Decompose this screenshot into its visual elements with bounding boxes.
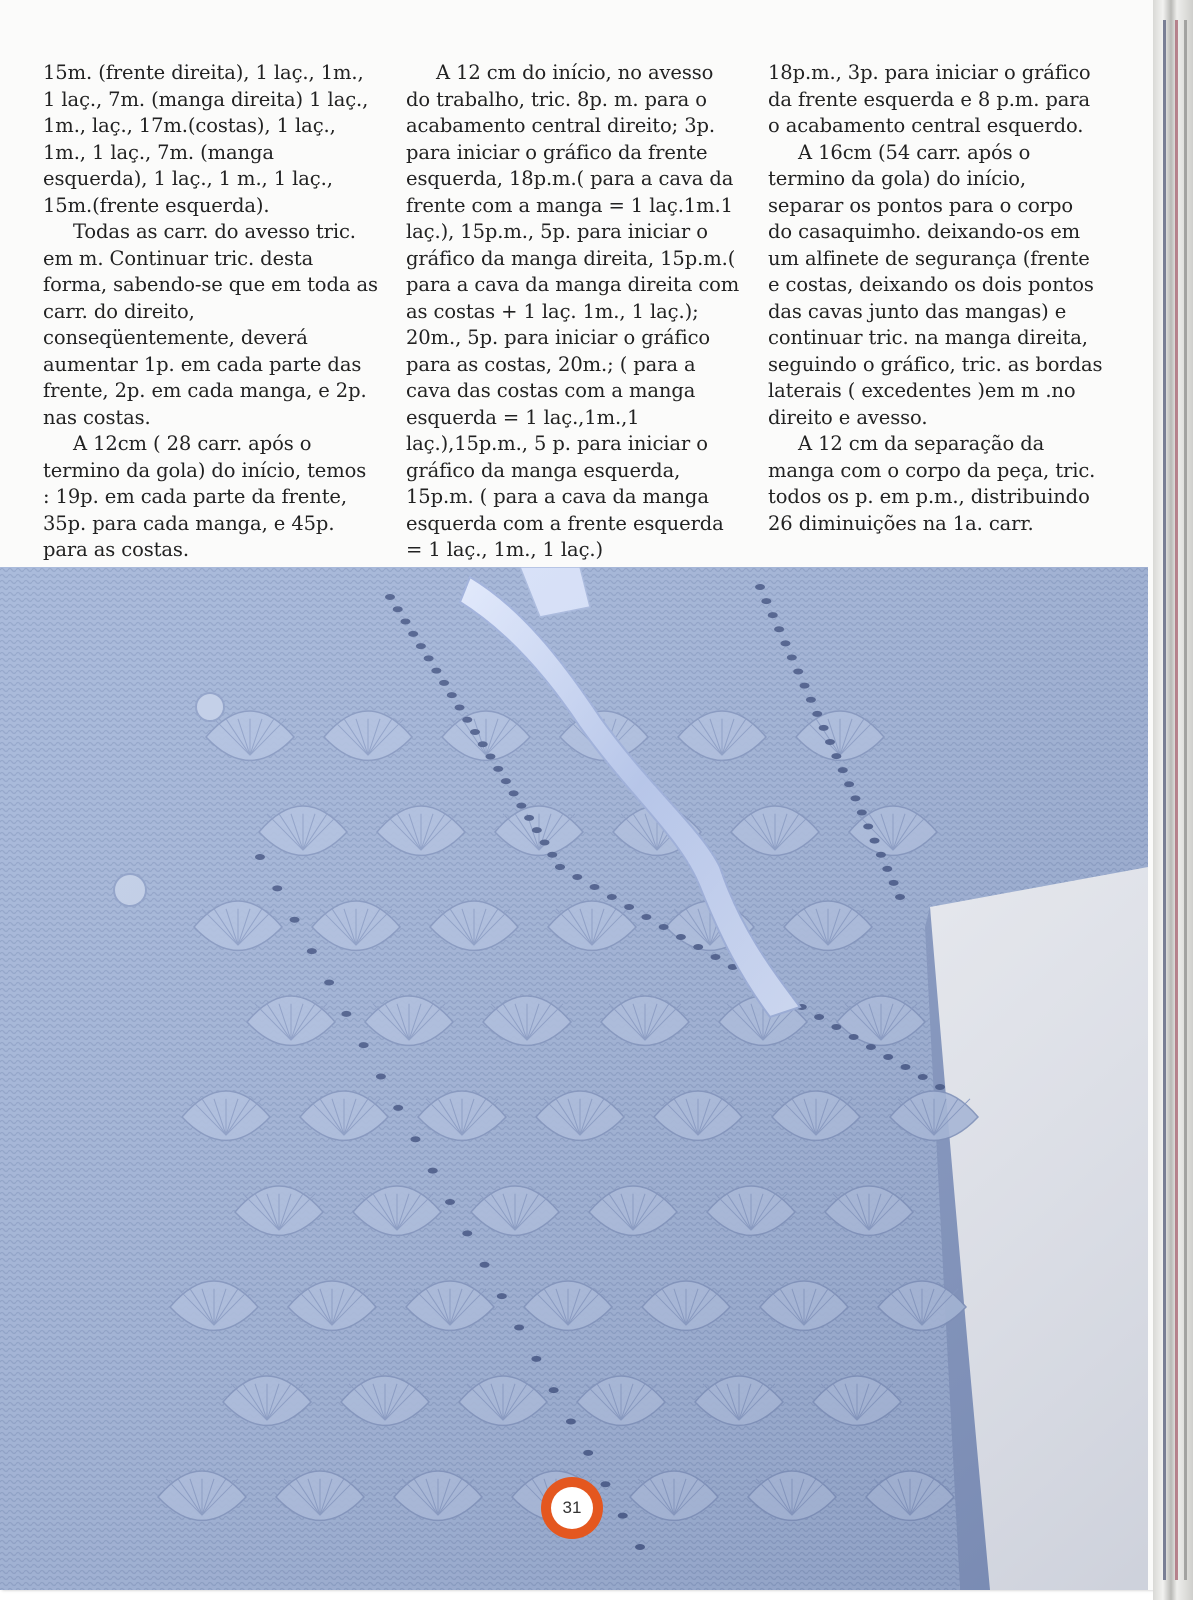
paragraph: A 12 cm da separação da manga com o corpo da peça, tric. todos os p. em p.m., distribuindo 26 diminuições na 1a. carr. [768, 432, 1096, 535]
sweater-illustration [0, 567, 1148, 1590]
instruction-text [0, 60, 1150, 561]
paragraph: Todas as carr. do avesso tric. em m. Continuar tric. desta forma, sabendo-se que em toda as carr. do direito, conseqüentemente, deverá aumentar 1p. em cada parte das frente, 2p. em cada manga, e 2p. nas costas. [43, 220, 378, 429]
page-edge-line [1175, 20, 1178, 1580]
paragraph: A 16cm (54 carr. após o termino da gola) do início, separar os pontos para o corpo do casaquimho. deixando-os em um alfinete de segurança (frente e costas, deixando os dois pontos das cavas junto das mangas) e continuar tric. na manga direita, seguindo o gráfico, tric. as bordas laterais ( excedentes )em m .no direito e avesso. [768, 140, 1103, 429]
page-edge-line [1184, 20, 1187, 1580]
photo-shading [0, 567, 1148, 1590]
paragraph: 18p.m., 3p. para iniciar o gráfico da frente esquerda e 8 p.m. para o acabamento central esquerdo. [768, 61, 1091, 137]
text-column-2 [406, 60, 741, 564]
paragraph: 15m. (frente direita), 1 laç., 1m., 1 laç., 7m. (manga direita) 1 laç., 1m., laç., 17m.(costas), 1 laç., 1m., 1 laç., 7m. (manga esquerda), 1 laç., 1 m., 1 laç., 15m.(frente esquerda). [43, 61, 369, 217]
page-number: 31 [551, 1487, 593, 1529]
knitted-sweater-photo [0, 567, 1148, 1590]
page-edge-line [1163, 20, 1166, 1580]
page-number-badge [541, 1477, 603, 1539]
paragraph: A 12cm ( 28 carr. após o termino da gola) do início, temos : 19p. em cada parte da frente, 35p. para cada manga, e 45p. para as costas. [43, 432, 367, 561]
page-stack-edge [1153, 0, 1193, 1600]
paragraph: A 12 cm do início, no avesso do trabalho, tric. 8p. m. para o acabamento central direito; 3p. para iniciar o gráfico da frente esquerda, 18p.m.( para a cava da frente com a manga = 1 laç.1m.1 laç.), 15p.m., 5p. para iniciar o gráfico da manga direita, 15p.m.( para a cava da manga direita com as costas + 1 laç. 1m., 1 laç.); 20m., 5p. para iniciar o gráfico para as costas, 20m.; ( para a cava das costas com a manga esquerda = 1 laç.,1m.,1 laç.),15p.m., 5 p. para iniciar o gráfico da manga esquerda, 15p.m. ( para a cava da manga esquerda com a frente esquerda = 1 laç., 1m., 1 laç.) [406, 61, 740, 561]
text-column-3 [768, 60, 1103, 537]
text-column-1 [43, 60, 378, 564]
